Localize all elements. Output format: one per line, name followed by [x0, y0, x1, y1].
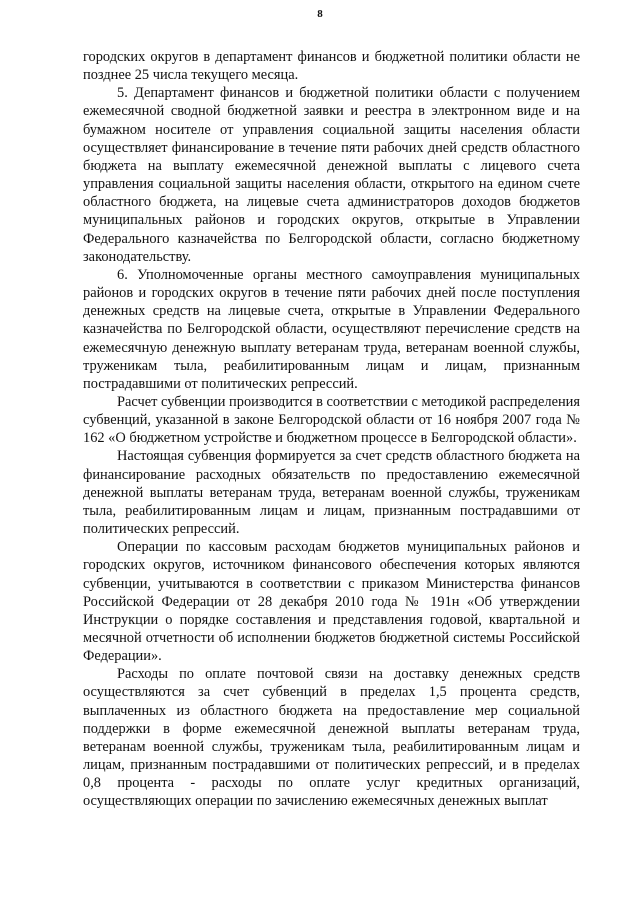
paragraph-item-5: 5. Департамент финансов и бюджетной политики области с получением ежемесячной сводной бюджетной заявки и реестра в электронном виде и на бумажном носителе от управления социальной защиты населения области осуществляет финансирование в течение пяти рабочих дней средств областного бюджета на выплату ежемесячной денежной выплаты с лицевого счета управления социальной защиты населения области, открытого на едином счете областного бюджета, на лицевые счета администраторов доходов бюджетов муниципальных районов и городских округов, открытые в Управлении Федерального казначейства по Белгородской области, согласно бюджетному законодательству.	[83, 85, 580, 265]
document-body	[83, 48, 580, 811]
page-number: 8	[317, 8, 323, 20]
paragraph-continuation: городских округов в департамент финансов и бюджетной политики области не позднее 25 числа текущего месяца.	[83, 49, 580, 84]
paragraph-postal-expenses: Расходы по оплате почтовой связи на доставку денежных средств осуществляются за счет субвенций в пределах 1,5 процента средств, выплаченных из областного бюджета на предоставление мер социальной поддержки в форме ежемесячной денежной выплаты ветеранам труда, ветеранам военной службы, труженикам тыла, реабилитированным лицам и лицам, признанным пострадавшими от политических репрессий, и в пределах 0,8 процента - расходы по оплате услуг кредитных организаций, осуществляющих операции по зачислению ежемесячных денежных выплат	[83, 666, 580, 810]
paragraph-subvention-calculation: Расчет субвенции производится в соответствии с методикой распределения субвенций, указанной в законе Белгородской области от 16 ноября 2007 года № 162 «О бюджетном устройстве и бюджетном процессе в Белгородской области».	[83, 393, 580, 447]
paragraph-subvention-funding: Настоящая субвенция формируется за счет средств областного бюджета на финансирование расходных обязательств по предоставлению ежемесячной денежной выплаты ветеранам труда, ветеранам военной службы, труженикам тыла, реабилитированным лицам и лицам, признанным пострадавшими от политических репрессий.	[83, 448, 580, 538]
paragraph-item-6: 6. Уполномоченные органы местного самоуправления муниципальных районов и городских округов в течение пяти рабочих дней после поступления денежных средств на лицевые счета, открытые в Управлении Федерального казначейства по Белгородской области, осуществляют перечисление средств на ежемесячную денежную выплату ветеранам труда, ветеранам военной службы, труженикам тыла, реабилитированным лицам и лицам, признанным пострадавшими от политических репрессий.	[83, 266, 580, 392]
paragraph-cash-operations: Операции по кассовым расходам бюджетов муниципальных районов и городских округов, источником финансового обеспечения которых являются субвенции, учитываются в соответствии с приказом Министерства финансов Российской Федерации от 28 декабря 2010 года № 191н «Об утверждении Инструкции о порядке составления и представления годовой, квартальной и месячной отчетности об исполнении бюджетов бюджетной системы Российской Федерации».	[83, 539, 580, 665]
